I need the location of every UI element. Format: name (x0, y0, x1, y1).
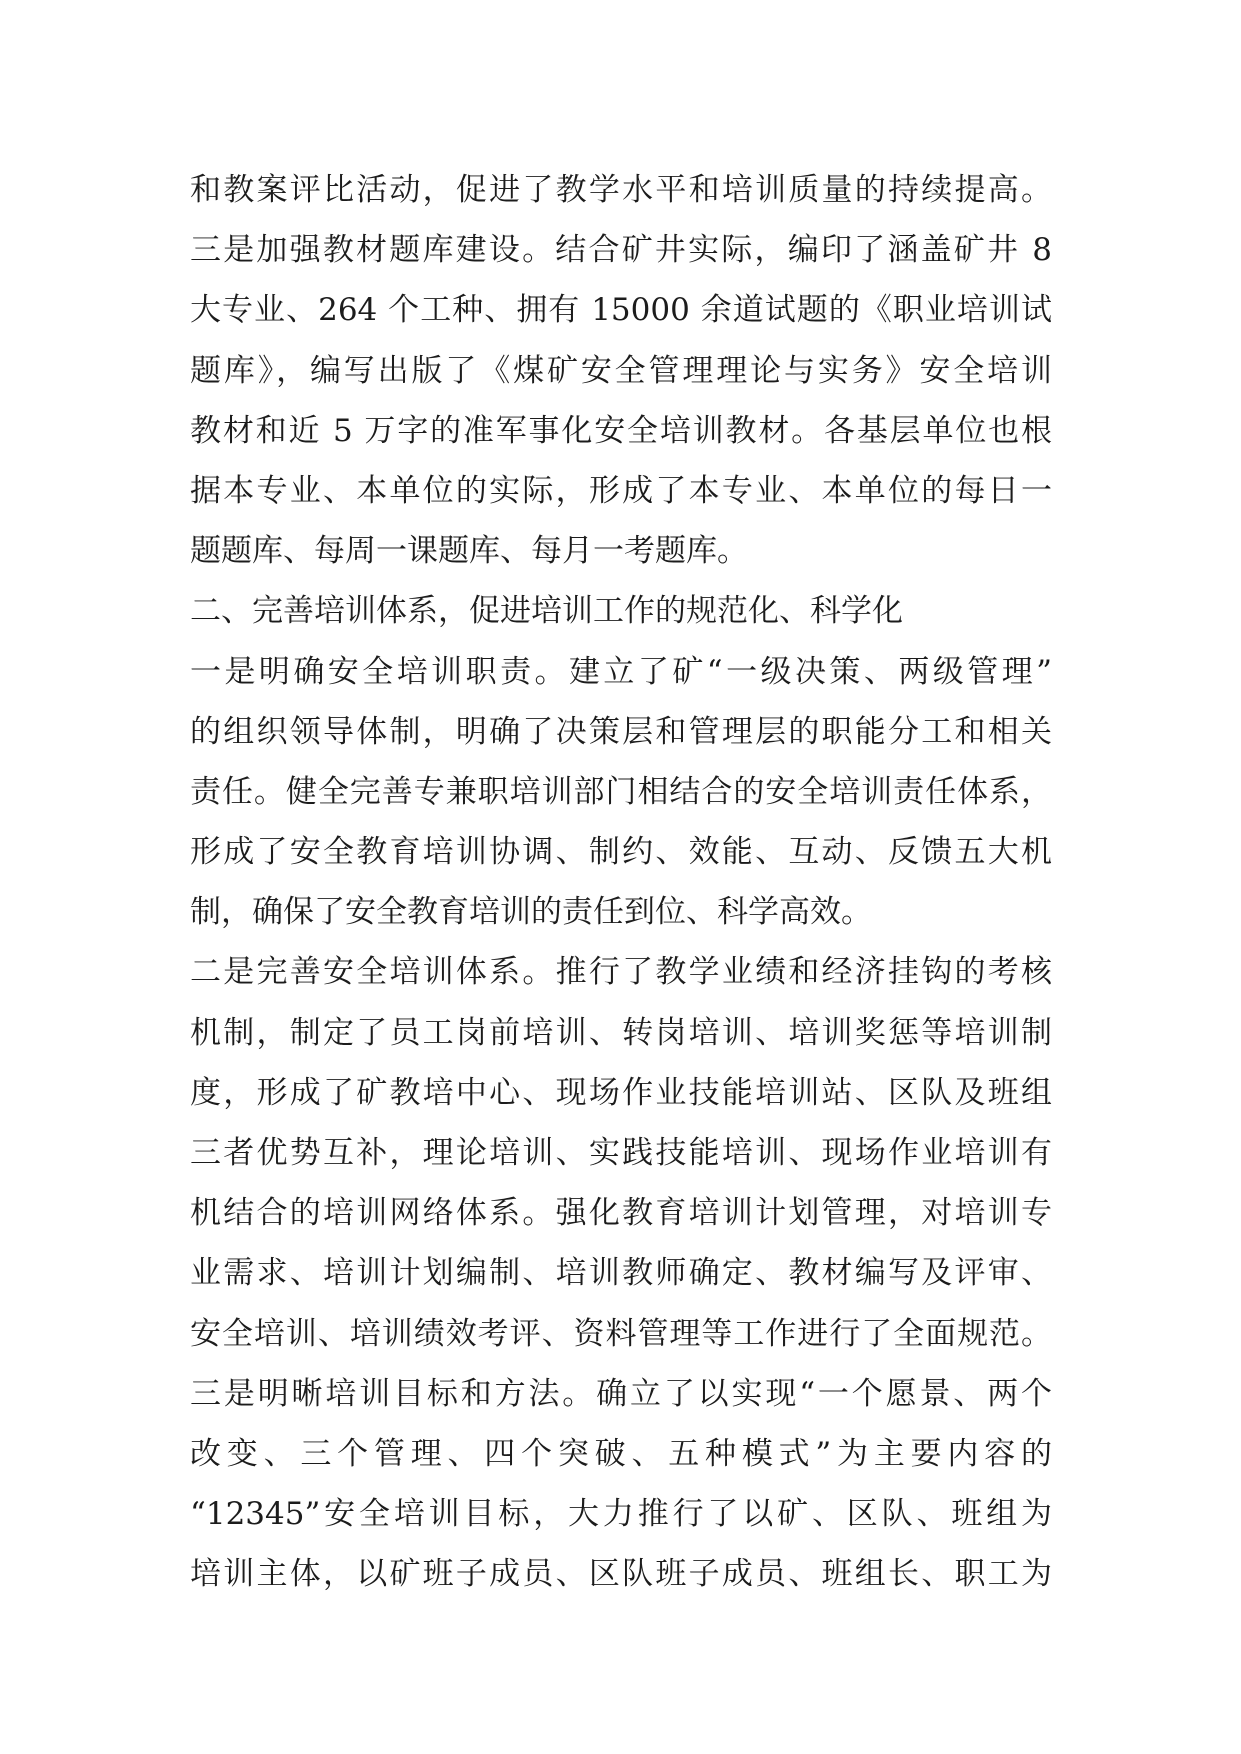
section-heading: 二、完善培训体系，促进培训工作的规范化、科学化 (190, 593, 903, 630)
text-line: 的组织领导体制，明确了决策层和管理层的职能分工和相关 (190, 713, 1052, 750)
text-line: 制，确保了安全教育培训的责任到位、科学高效。 (190, 894, 872, 931)
text-line: 题题库、每周一课题库、每月一考题库。 (190, 533, 748, 570)
text-line: 三是明晰培训目标和方法。确立了以实现“一个愿景、两个 (190, 1375, 1052, 1412)
text-line: 机制，制定了员工岗前培训、转岗培训、培训奖惩等培训制 (190, 1014, 1052, 1051)
text-line: “12345”安全培训目标，大力推行了以矿、区队、班组为 (190, 1496, 1052, 1533)
text-line: 三者优势互补，理论培训、实践技能培训、现场作业培训有 (190, 1135, 1052, 1171)
text-line: 三是加强教材题库建设。结合矿井实际，编印了涵盖矿井 8 (190, 232, 1052, 269)
text-line: 据本专业、本单位的实际，形成了本专业、本单位的每日一 (190, 472, 1052, 509)
text-line: 改变、三个管理、四个突破、五种模式”为主要内容的 (190, 1435, 1052, 1472)
text-line: 二是完善安全培训体系。推行了教学业绩和经济挂钩的考核 (190, 954, 1052, 991)
text-line: 度，形成了矿教培中心、现场作业技能培训站、区队及班组 (190, 1074, 1052, 1111)
text-line: 责任。健全完善专兼职培训部门相结合的安全培训责任体系， (190, 773, 1052, 810)
text-line: 和教案评比活动，促进了教学水平和培训质量的持续提高。 (190, 172, 1052, 208)
text-line: 机结合的培训网络体系。强化教育培训计划管理，对培训专 (190, 1195, 1052, 1232)
document-body (190, 160, 1052, 1605)
text-line: 形成了安全教育培训协调、制约、效能、互动、反馈五大机 (190, 834, 1052, 871)
text-line: 安全培训、培训绩效考评、资料管理等工作进行了全面规范。 (190, 1315, 1052, 1352)
text-line: 培训主体，以矿班子成员、区队班子成员、班组长、职工为 (190, 1556, 1052, 1593)
text-line: 业需求、培训计划编制、培训教师确定、教材编写及评审、 (190, 1255, 1052, 1292)
text-line: 一是明确安全培训职责。建立了矿“一级决策、两级管理” (190, 653, 1052, 690)
text-line: 题库》，编写出版了《煤矿安全管理理论与实务》安全培训 (190, 352, 1052, 389)
text-line: 大专业、264 个工种、拥有 15000 余道试题的《职业培训试 (190, 292, 1052, 329)
text-line: 教材和近 5 万字的准军事化安全培训教材。各基层单位也根 (190, 412, 1052, 449)
